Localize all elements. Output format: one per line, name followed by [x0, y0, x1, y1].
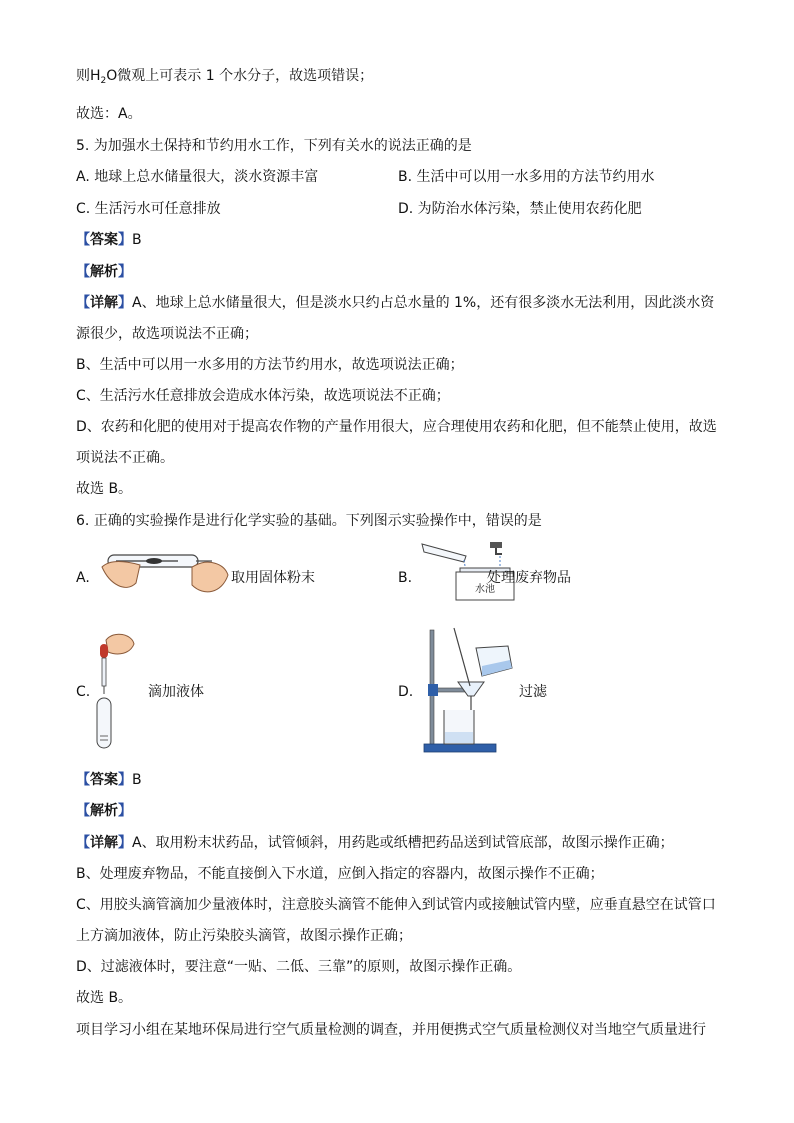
- detail-line: D、过滤液体时，要注意“一贴、二低、三靠”的原则，故图示操作正确。: [76, 959, 522, 975]
- conclusion-line: 故选 B。: [76, 481, 133, 497]
- q6-option-a-letter: A.: [76, 570, 90, 586]
- q6-option-b-letter: B.: [398, 570, 413, 586]
- answer-tag: 【答案】B: [76, 772, 142, 788]
- detail-line: B、处理废弃物品，不能直接倒入下水道，应倒入指定的容器内，故图示操作不正确；: [76, 866, 604, 882]
- text-line: 故选：A。: [76, 106, 142, 122]
- detail-line: C、生活污水任意排放会造成水体污染，故选项说法不正确；: [76, 388, 450, 404]
- detail-line: D、农药和化肥的使用对于提高农作物的产量作用很大，应合理使用农药和化肥，但不能禁止使用，故选: [76, 419, 717, 435]
- q6-option-b-label: 处理废弃物品: [487, 570, 571, 586]
- q6-option-d-label: 过滤: [519, 684, 547, 700]
- detail-line: C、用胶头滴管滴加少量液体时，注意胶头滴管不能伸入到试管内或接触试管内壁，应垂直悬空在试管口: [76, 897, 716, 913]
- detail-line: 上方滴加液体，防止污染胶头滴管，故图示操作正确；: [76, 928, 412, 944]
- q6-option-d-letter: D.: [398, 684, 414, 700]
- q5-option-a: A. 地球上总水储量很大，淡水资源丰富: [76, 169, 319, 185]
- detail-line: 【详解】A、地球上总水储量很大，但是淡水只约占总水量的 1%，还有很多淡水无法利用，因此淡水资: [76, 295, 715, 311]
- q5-option-c: C. 生活污水可任意排放: [76, 201, 221, 217]
- detail-line: 【详解】A、取用粉末状药品，试管倾斜，用药匙或纸槽把药品送到试管底部，故图示操作正确；: [76, 835, 674, 851]
- q5-option-d: D. 为防治水体污染，禁止使用农药化肥: [398, 201, 642, 217]
- detail-line: 源很少，故选项说法不正确；: [76, 326, 258, 342]
- filtration-illustration: [420, 626, 520, 756]
- dropper-illustration: [90, 630, 140, 752]
- analysis-tag: 【解析】: [76, 264, 132, 280]
- q6-option-a-label: 取用固体粉末: [231, 570, 315, 586]
- text-line: 则$H_2O$微观上可表示 1 个水分子，故选项错误；: [76, 68, 374, 86]
- analysis-tag: 【解析】: [76, 803, 132, 819]
- q5-option-b: B. 生活中可以用一水多用的方法节约用水: [398, 169, 655, 185]
- text-line: 项目学习小组在某地环保局进行空气质量检测的调查，并用便携式空气质量检测仪对当地空气质量进行: [76, 1022, 706, 1038]
- question-5-stem: 5. 为加强水土保持和节约用水工作，下列有关水的说法正确的是: [76, 138, 472, 154]
- test-tube-powder-illustration: [96, 545, 232, 605]
- detail-line: B、生活中可以用一水多用的方法节约用水，故选项说法正确；: [76, 357, 464, 373]
- q6-option-c-letter: C.: [76, 684, 91, 700]
- q6-option-c-label: 滴加液体: [148, 684, 204, 700]
- conclusion-line: 故选 B。: [76, 990, 133, 1006]
- sink-label: 水池: [475, 584, 495, 595]
- answer-tag: 【答案】B: [76, 232, 142, 248]
- question-6-stem: 6. 正确的实验操作是进行化学实验的基础。下列图示实验操作中，错误的是: [76, 513, 542, 529]
- detail-line: 项说法不正确。: [76, 450, 174, 466]
